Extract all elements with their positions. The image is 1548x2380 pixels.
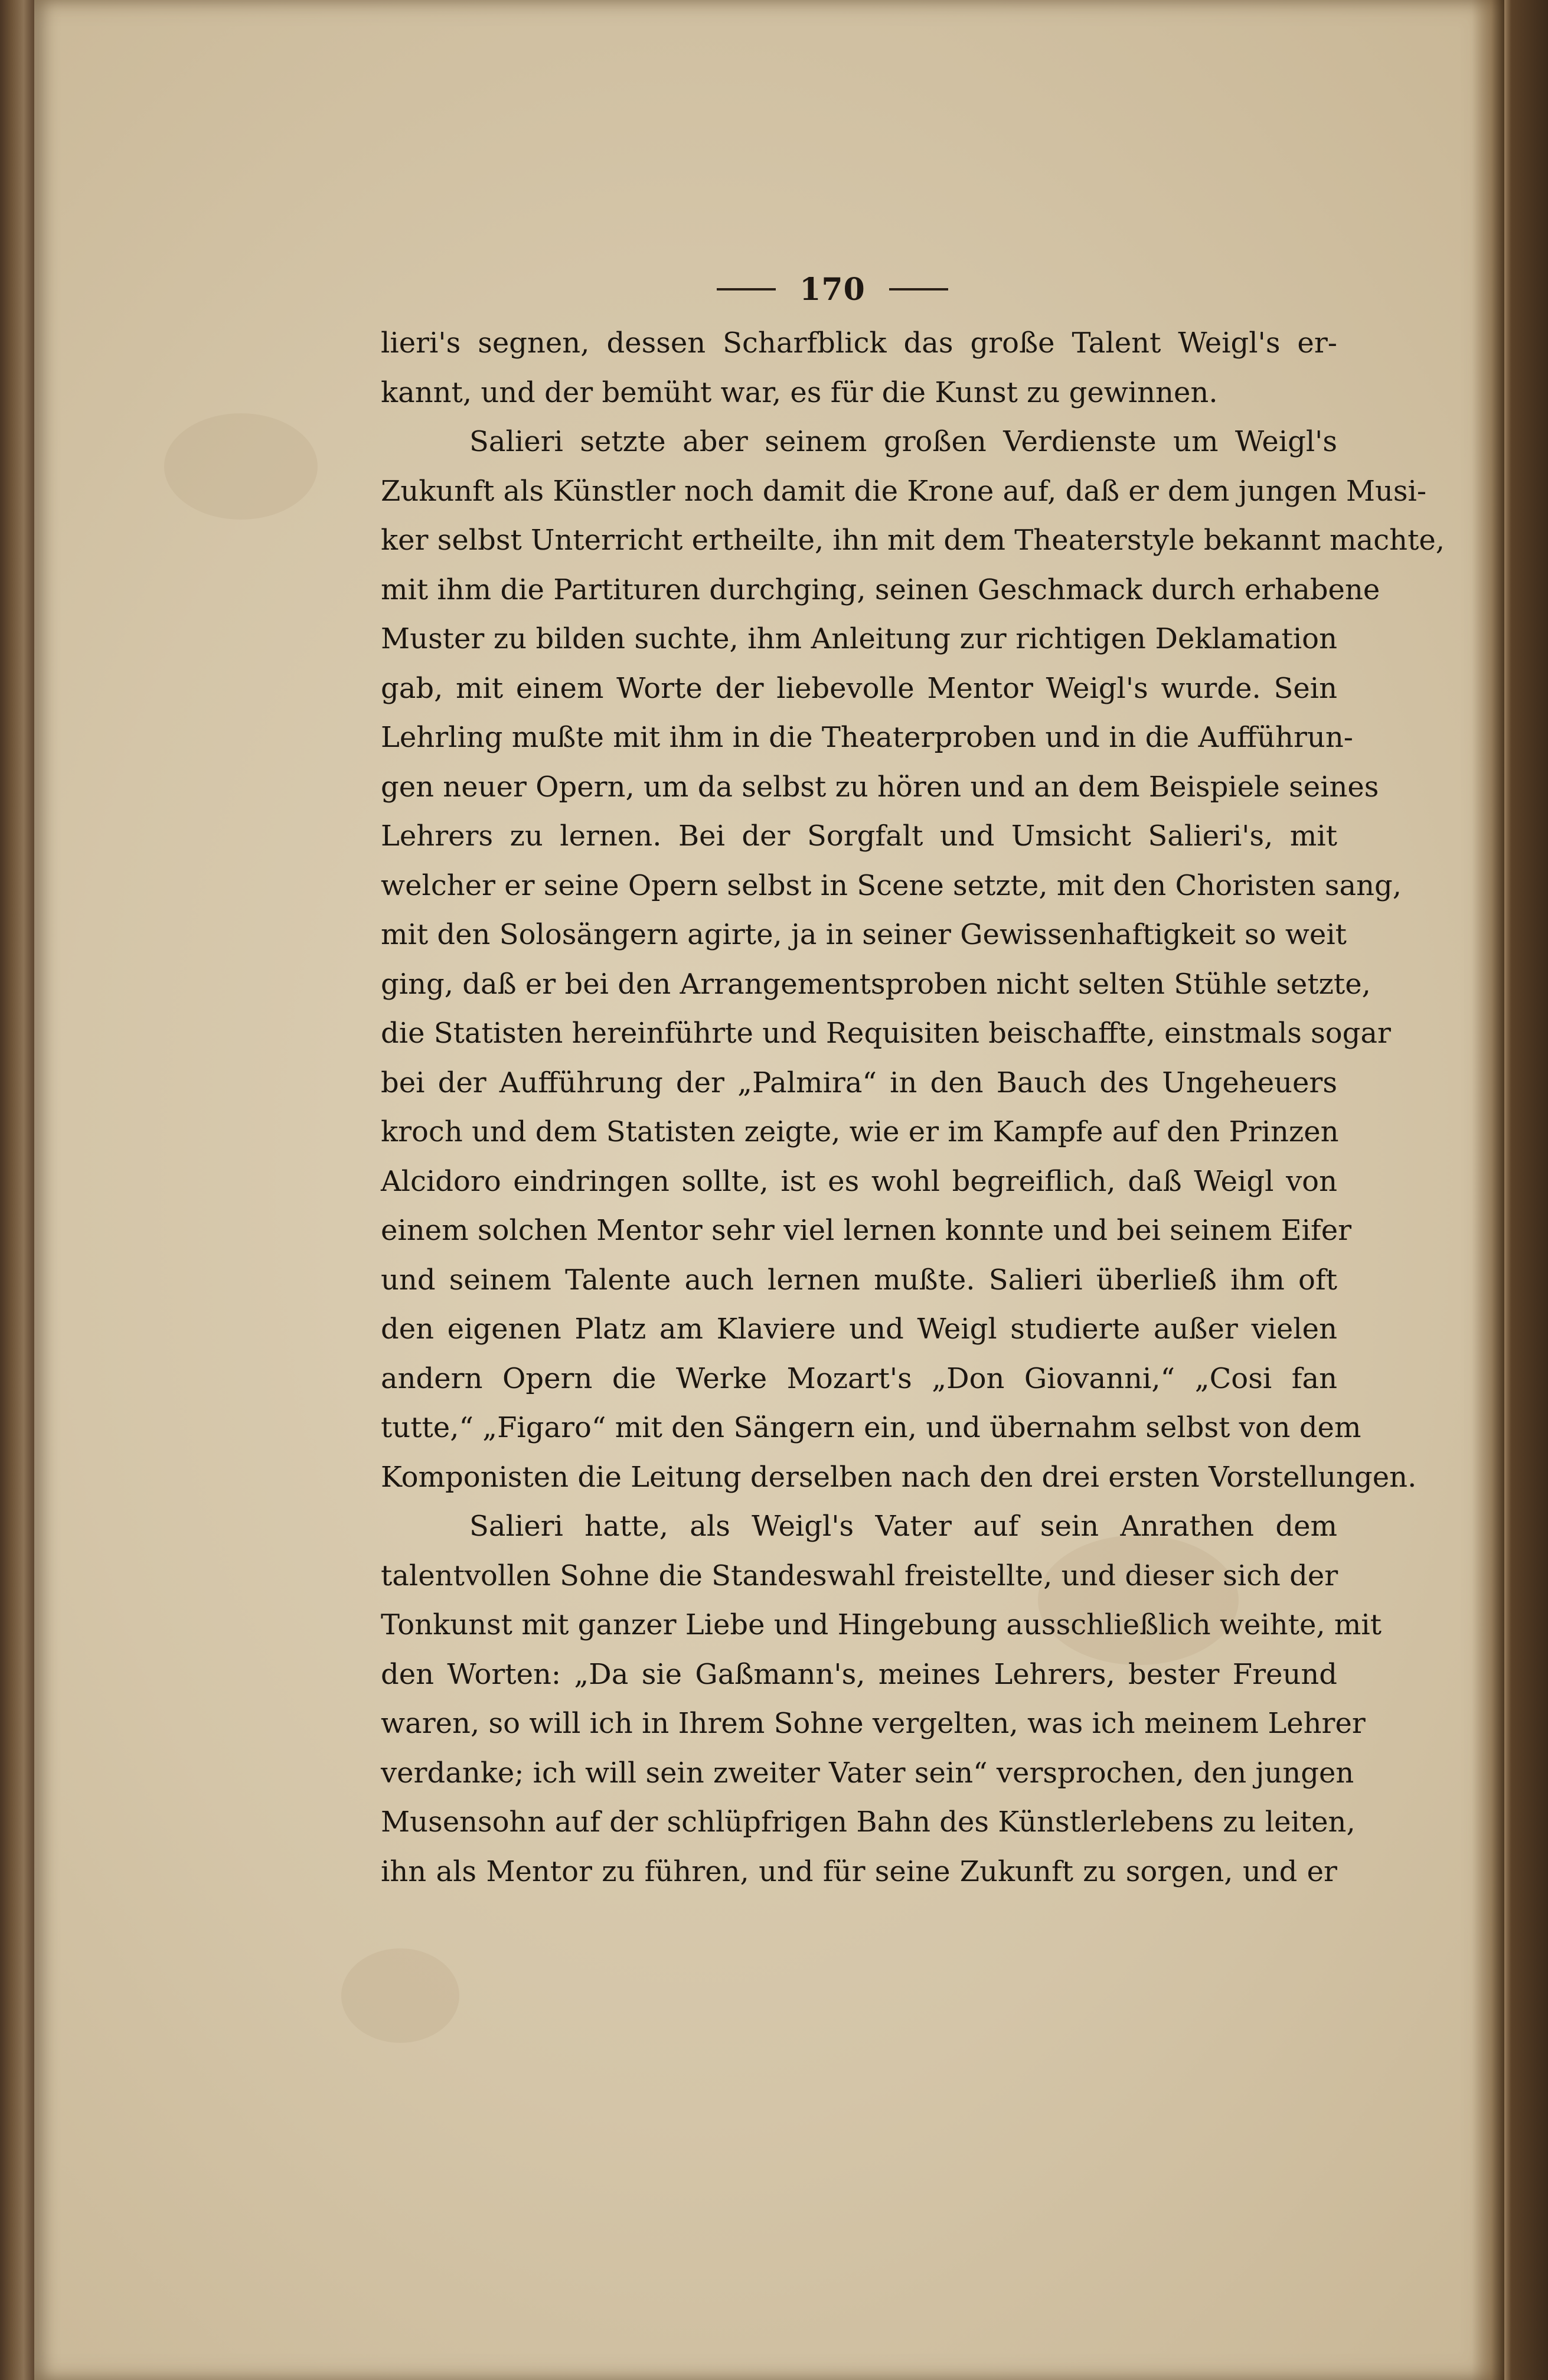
- text-line: Lehrling mußte mit ihm in die Theaterproben und in die Aufführun-: [381, 721, 1353, 754]
- text-line: mit den Solosängern agirte, ja in seiner Gewissenhaftigkeit so weit: [381, 918, 1347, 951]
- text-line: Zukunft als Künstler noch damit die Krone auf, daß er dem jungen Musi-: [381, 474, 1427, 508]
- text-line: einem solchen Mentor sehr viel lernen konnte und bei seinem Eifer: [381, 1214, 1352, 1247]
- text-line: talentvollen Sohne die Standeswahl freistellte, und dieser sich der: [381, 1559, 1338, 1592]
- text-line: ging, daß er bei den Arrangementsproben nicht selten Stühle setzte,: [381, 967, 1371, 1001]
- text-line: Komponisten die Leitung derselben nach den drei ersten Vorstellungen.: [381, 1460, 1417, 1494]
- text-line: ker selbst Unterricht ertheilte, ihn mit dem Theaterstyle bekannt machte,: [381, 524, 1445, 557]
- text-line: Musensohn auf der schlüpfrigen Bahn des Künstlerlebens zu leiten,: [381, 1806, 1356, 1839]
- text-line: ihn als Mentor zu führen, und für seine Zukunft zu sorgen, und er: [381, 1855, 1337, 1888]
- text-line: die Statisten hereinführte und Requisiten beischaffte, einstmals sogar: [381, 1017, 1391, 1050]
- text-line: lieri's segnen, dessen Scharfblick das große Talent Weigl's er-: [381, 327, 1337, 360]
- text-line: welcher er seine Opern selbst in Scene setzte, mit den Choristen sang,: [381, 869, 1402, 902]
- text-line: und seinem Talente auch lernen mußte. Salieri überließ ihm oft: [381, 1263, 1337, 1297]
- page-gutter-shadow: [1472, 0, 1504, 2380]
- text-line: mit ihm die Partituren durchging, seinen Geschmack durch erhabene: [381, 573, 1380, 606]
- text-line: verdanke; ich will sein zweiter Vater sein“ versprochen, den jungen: [381, 1756, 1354, 1790]
- text-line: kannt, und der bemüht war, es für die Kunst zu gewinnen.: [381, 376, 1218, 409]
- text-line: Lehrers zu lernen. Bei der Sorgfalt und Umsicht Salieri's, mit: [381, 820, 1337, 853]
- text-line: Tonkunst mit ganzer Liebe und Hingebung ausschließlich weihte, mit: [381, 1608, 1382, 1641]
- text-line: Muster zu bilden suchte, ihm Anleitung zur richtigen Deklamation: [381, 622, 1337, 655]
- paragraph-start-line: Salieri setzte aber seinem großen Verdienste um Weigl's: [469, 425, 1337, 458]
- text-line: andern Opern die Werke Mozart's „Don Giovanni,“ „Cosi fan: [381, 1362, 1337, 1395]
- text-line: waren, so will ich in Ihrem Sohne vergelten, was ich meinem Lehrer: [381, 1707, 1366, 1740]
- paper-stain: [164, 413, 318, 520]
- text-line: gab, mit einem Worte der liebevolle Mentor Weigl's wurde. Sein: [381, 671, 1337, 705]
- paper-stain: [341, 1948, 459, 2043]
- page-number: 170: [799, 271, 866, 308]
- body-text: [381, 319, 1445, 1896]
- page-header: [697, 269, 968, 310]
- paragraph-start-line: Salieri hatte, als Weigl's Vater auf sein Anrathen dem: [469, 1510, 1337, 1543]
- header-rule-right: [889, 288, 948, 290]
- text-line: den Worten: „Da sie Gaßmann's, meines Lehrers, bester Freund: [381, 1657, 1337, 1691]
- header-rule-left: [717, 288, 776, 290]
- text-line: bei der Aufführung der „Palmira“ in den Bauch des Ungeheuers: [381, 1066, 1337, 1099]
- text-line: kroch und dem Statisten zeigte, wie er im Kampfe auf den Prinzen: [381, 1115, 1339, 1148]
- text-line: den eigenen Platz am Klaviere und Weigl studierte außer vielen: [381, 1313, 1337, 1346]
- text-line: tutte,“ „Figaro“ mit den Sängern ein, und übernahm selbst von dem: [381, 1411, 1361, 1444]
- text-line: gen neuer Opern, um da selbst zu hören und an dem Beispiele seines: [381, 770, 1379, 804]
- text-line: Alcidoro eindringen sollte, ist es wohl begreiflich, daß Weigl von: [381, 1164, 1337, 1198]
